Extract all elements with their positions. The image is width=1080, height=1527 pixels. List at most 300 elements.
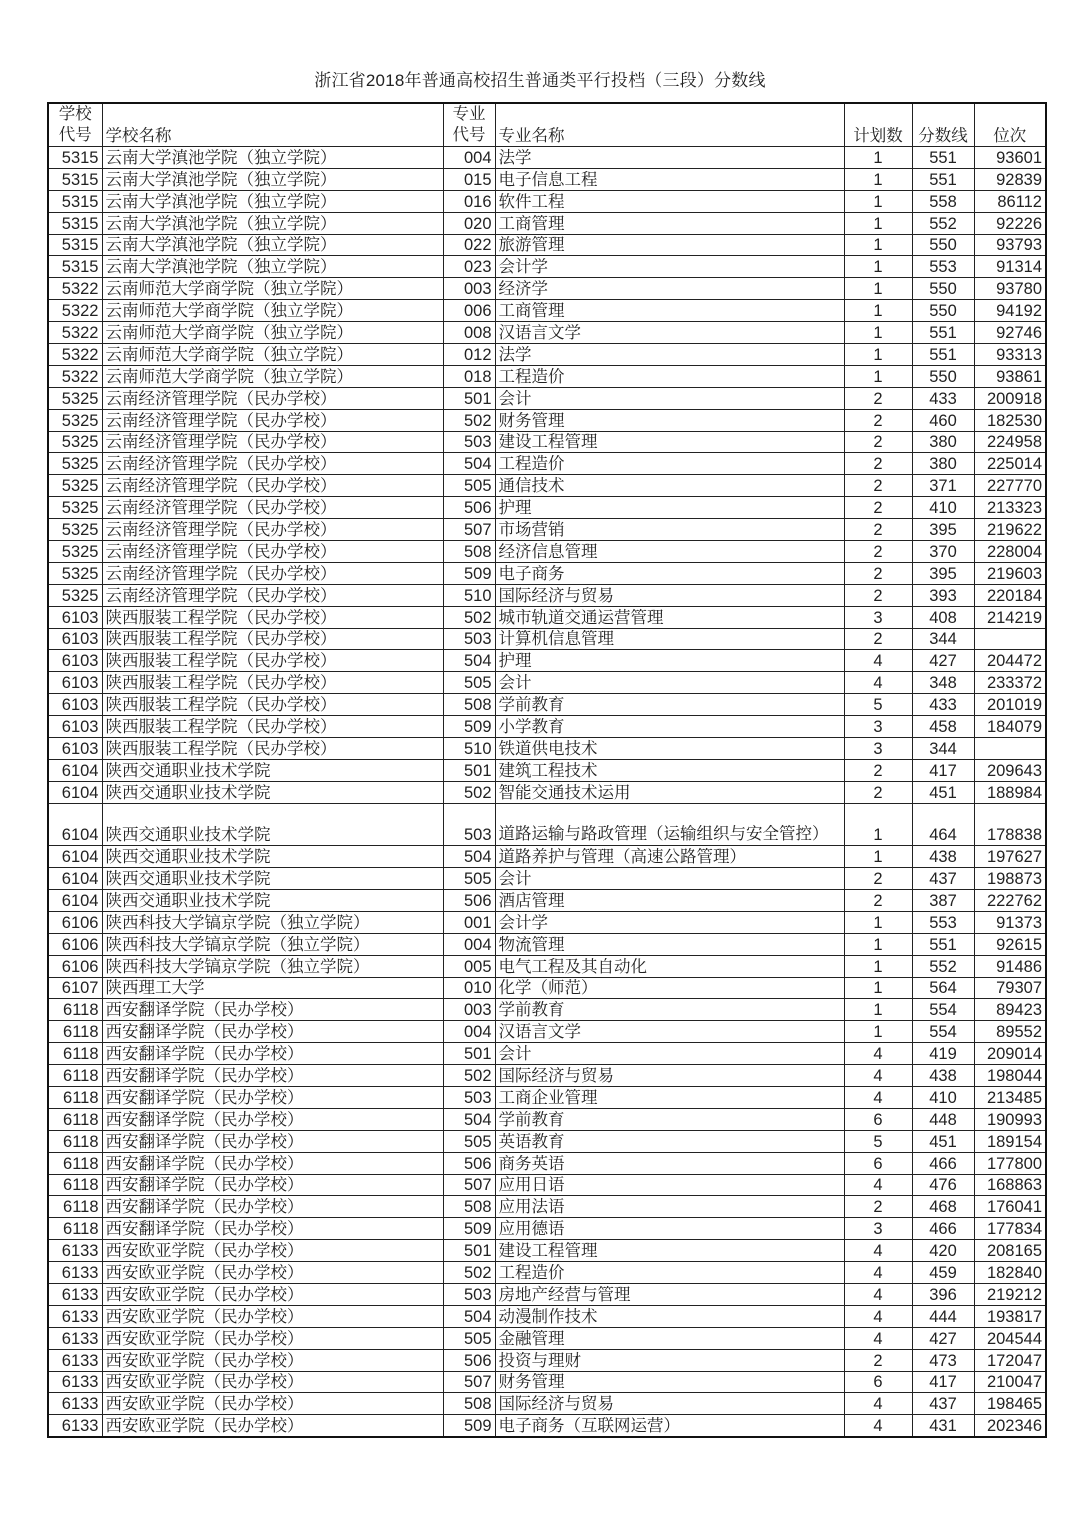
school-code-cell: 6118 (48, 999, 102, 1021)
school-code-cell: 6118 (48, 1152, 102, 1174)
major-code-cell: 509 (443, 1415, 495, 1437)
rank-cell: 178838 (974, 803, 1046, 846)
score-cell: 551 (912, 168, 974, 190)
school-name-cell: 云南大学滇池学院（独立学院） (102, 190, 443, 212)
major-name-cell: 酒店管理 (495, 890, 844, 912)
school-name-cell: 云南经济管理学院（民办学校） (102, 562, 443, 584)
header-score: 分数线 (912, 103, 974, 147)
school-code-cell: 5315 (48, 190, 102, 212)
school-code-cell: 6133 (48, 1240, 102, 1262)
table-row (48, 716, 1046, 738)
school-name-cell: 陕西交通职业技术学院 (102, 846, 443, 868)
major-code-cell: 506 (443, 890, 495, 912)
table-row (48, 803, 1046, 846)
table-row (48, 846, 1046, 868)
major-name-cell: 电子商务 (495, 562, 844, 584)
school-code-cell: 6133 (48, 1349, 102, 1371)
major-name-cell: 小学教育 (495, 716, 844, 738)
table-row (48, 933, 1046, 955)
major-name-cell: 市场营销 (495, 519, 844, 541)
table-row (48, 999, 1046, 1021)
school-code-cell: 5325 (48, 584, 102, 606)
header-school-name: 学校名称 (102, 103, 443, 147)
plan-cell: 6 (844, 1371, 912, 1393)
major-name-cell: 工程造价 (495, 1262, 844, 1284)
major-name-cell: 国际经济与贸易 (495, 584, 844, 606)
rank-cell: 177834 (974, 1218, 1046, 1240)
score-cell: 427 (912, 650, 974, 672)
school-code-cell: 5325 (48, 431, 102, 453)
score-cell: 553 (912, 256, 974, 278)
major-name-cell: 工商管理 (495, 212, 844, 234)
major-code-cell: 008 (443, 322, 495, 344)
major-code-cell: 504 (443, 453, 495, 475)
major-code-cell: 502 (443, 1065, 495, 1087)
major-code-cell: 503 (443, 431, 495, 453)
school-name-cell: 陕西服装工程学院（民办学校） (102, 672, 443, 694)
major-code-cell: 005 (443, 955, 495, 977)
major-code-cell: 507 (443, 1174, 495, 1196)
table-row (48, 1196, 1046, 1218)
table-row (48, 168, 1046, 190)
major-name-cell: 建设工程管理 (495, 1240, 844, 1262)
school-name-cell: 陕西科技大学镐京学院（独立学院） (102, 911, 443, 933)
rank-cell: 92746 (974, 322, 1046, 344)
major-name-cell: 会计学 (495, 911, 844, 933)
header-school-code-line1: 学校 (58, 105, 92, 123)
school-code-cell: 5325 (48, 453, 102, 475)
major-name-cell: 金融管理 (495, 1327, 844, 1349)
school-code-cell: 5325 (48, 409, 102, 431)
score-cell: 460 (912, 409, 974, 431)
school-code-cell: 5315 (48, 168, 102, 190)
major-name-cell: 物流管理 (495, 933, 844, 955)
rank-cell: 233372 (974, 672, 1046, 694)
major-code-cell: 505 (443, 672, 495, 694)
score-cell: 448 (912, 1108, 974, 1130)
school-code-cell: 6118 (48, 1174, 102, 1196)
school-name-cell: 陕西服装工程学院（民办学校） (102, 650, 443, 672)
major-code-cell: 015 (443, 168, 495, 190)
school-code-cell: 6118 (48, 1043, 102, 1065)
score-cell: 433 (912, 694, 974, 716)
table-row (48, 1152, 1046, 1174)
score-cell: 550 (912, 300, 974, 322)
school-name-cell: 西安翻译学院（民办学校） (102, 1196, 443, 1218)
table-row (48, 300, 1046, 322)
school-code-cell: 6107 (48, 977, 102, 999)
school-code-cell: 5325 (48, 519, 102, 541)
rank-cell: 91314 (974, 256, 1046, 278)
school-code-cell: 6118 (48, 1196, 102, 1218)
score-cell: 380 (912, 431, 974, 453)
major-code-cell: 502 (443, 606, 495, 628)
rank-cell: 182530 (974, 409, 1046, 431)
school-name-cell: 西安欧亚学院（民办学校） (102, 1284, 443, 1306)
plan-cell: 2 (844, 781, 912, 803)
major-name-cell: 学前教育 (495, 694, 844, 716)
major-code-cell: 501 (443, 1240, 495, 1262)
table-body (48, 147, 1046, 1438)
plan-cell: 3 (844, 606, 912, 628)
major-name-cell: 工商企业管理 (495, 1087, 844, 1109)
school-code-cell: 5322 (48, 278, 102, 300)
score-cell: 551 (912, 322, 974, 344)
rank-cell: 219603 (974, 562, 1046, 584)
major-name-cell: 动漫制作技术 (495, 1305, 844, 1327)
table-row (48, 234, 1046, 256)
plan-cell: 2 (844, 541, 912, 563)
plan-cell: 4 (844, 1240, 912, 1262)
school-name-cell: 西安欧亚学院（民办学校） (102, 1371, 443, 1393)
major-code-cell: 508 (443, 1196, 495, 1218)
rank-cell: 228004 (974, 541, 1046, 563)
score-cell: 433 (912, 387, 974, 409)
major-code-cell: 502 (443, 781, 495, 803)
score-cell: 451 (912, 781, 974, 803)
table-row (48, 781, 1046, 803)
school-name-cell: 西安翻译学院（民办学校） (102, 1021, 443, 1043)
score-cell: 396 (912, 1284, 974, 1306)
school-name-cell: 西安翻译学院（民办学校） (102, 1065, 443, 1087)
rank-cell: 220184 (974, 584, 1046, 606)
major-code-cell: 503 (443, 1087, 495, 1109)
score-cell: 370 (912, 541, 974, 563)
school-code-cell: 6103 (48, 716, 102, 738)
school-code-cell: 6103 (48, 606, 102, 628)
score-cell: 551 (912, 344, 974, 366)
header-major-code-line2: 代号 (452, 126, 486, 144)
plan-cell: 4 (844, 1284, 912, 1306)
table-row (48, 1174, 1046, 1196)
rank-cell: 177800 (974, 1152, 1046, 1174)
header-major-code-line1: 专业 (452, 105, 486, 123)
school-name-cell: 云南大学滇池学院（独立学院） (102, 256, 443, 278)
table-row (48, 1371, 1046, 1393)
score-cell: 431 (912, 1415, 974, 1437)
major-name-cell: 道路运输与路政管理（运输组织与安全管控） (495, 803, 844, 846)
rank-cell: 197627 (974, 846, 1046, 868)
major-code-cell: 503 (443, 803, 495, 846)
rank-cell: 209643 (974, 759, 1046, 781)
school-code-cell: 6104 (48, 868, 102, 890)
plan-cell: 1 (844, 911, 912, 933)
school-name-cell: 陕西理工大学 (102, 977, 443, 999)
rank-cell: 202346 (974, 1415, 1046, 1437)
plan-cell: 1 (844, 190, 912, 212)
rank-cell: 209014 (974, 1043, 1046, 1065)
table-row (48, 190, 1046, 212)
table-row (48, 694, 1046, 716)
table-row (48, 606, 1046, 628)
school-name-cell: 云南经济管理学院（民办学校） (102, 475, 443, 497)
table-row (48, 977, 1046, 999)
table-row (48, 147, 1046, 169)
school-code-cell: 6104 (48, 759, 102, 781)
rank-cell: 93601 (974, 147, 1046, 169)
score-cell: 410 (912, 1087, 974, 1109)
major-name-cell: 应用德语 (495, 1218, 844, 1240)
plan-cell: 4 (844, 1262, 912, 1284)
table-row (48, 541, 1046, 563)
rank-cell: 190993 (974, 1108, 1046, 1130)
rank-cell: 198873 (974, 868, 1046, 890)
table-row (48, 1043, 1046, 1065)
plan-cell: 4 (844, 1174, 912, 1196)
major-code-cell: 004 (443, 1021, 495, 1043)
school-code-cell: 6118 (48, 1087, 102, 1109)
school-code-cell: 6133 (48, 1262, 102, 1284)
rank-cell: 219212 (974, 1284, 1046, 1306)
major-code-cell: 003 (443, 278, 495, 300)
plan-cell: 2 (844, 409, 912, 431)
plan-cell: 4 (844, 1043, 912, 1065)
header-school-code-line2: 代号 (58, 126, 92, 144)
plan-cell: 4 (844, 1415, 912, 1437)
table-row (48, 365, 1046, 387)
school-code-cell: 6106 (48, 933, 102, 955)
major-name-cell: 道路养护与管理（高速公路管理） (495, 846, 844, 868)
major-code-cell: 504 (443, 650, 495, 672)
table-row (48, 1021, 1046, 1043)
school-code-cell: 5322 (48, 322, 102, 344)
school-name-cell: 云南经济管理学院（民办学校） (102, 541, 443, 563)
major-code-cell: 501 (443, 387, 495, 409)
major-name-cell: 房地产经营与管理 (495, 1284, 844, 1306)
score-cell: 444 (912, 1305, 974, 1327)
score-cell: 393 (912, 584, 974, 606)
school-name-cell: 西安欧亚学院（民办学校） (102, 1262, 443, 1284)
table-row (48, 868, 1046, 890)
major-name-cell: 化学（师范） (495, 977, 844, 999)
rank-cell: 188984 (974, 781, 1046, 803)
score-cell: 344 (912, 628, 974, 650)
document-title: 浙江省2018年普通高校招生普通类平行投档（三段）分数线 (314, 71, 766, 90)
plan-cell: 4 (844, 1065, 912, 1087)
major-code-cell: 507 (443, 519, 495, 541)
school-code-cell: 6133 (48, 1371, 102, 1393)
school-name-cell: 陕西交通职业技术学院 (102, 803, 443, 846)
school-code-cell: 6118 (48, 1108, 102, 1130)
school-name-cell: 云南师范大学商学院（独立学院） (102, 365, 443, 387)
school-name-cell: 西安翻译学院（民办学校） (102, 1043, 443, 1065)
school-name-cell: 西安翻译学院（民办学校） (102, 1130, 443, 1152)
table-row (48, 911, 1046, 933)
major-name-cell: 应用日语 (495, 1174, 844, 1196)
major-name-cell: 应用法语 (495, 1196, 844, 1218)
major-code-cell: 012 (443, 344, 495, 366)
score-cell: 371 (912, 475, 974, 497)
plan-cell: 1 (844, 168, 912, 190)
plan-cell: 5 (844, 1130, 912, 1152)
major-name-cell: 城市轨道交通运营管理 (495, 606, 844, 628)
plan-cell: 3 (844, 738, 912, 760)
plan-cell: 2 (844, 475, 912, 497)
table-row (48, 431, 1046, 453)
plan-cell: 1 (844, 278, 912, 300)
major-code-cell: 510 (443, 584, 495, 606)
score-cell: 553 (912, 911, 974, 933)
score-cell: 427 (912, 1327, 974, 1349)
major-code-cell: 510 (443, 738, 495, 760)
school-name-cell: 云南大学滇池学院（独立学院） (102, 147, 443, 169)
score-cell: 551 (912, 147, 974, 169)
score-cell: 437 (912, 868, 974, 890)
major-code-cell: 502 (443, 1262, 495, 1284)
school-code-cell: 6118 (48, 1130, 102, 1152)
school-name-cell: 陕西交通职业技术学院 (102, 868, 443, 890)
score-cell: 408 (912, 606, 974, 628)
table-row (48, 278, 1046, 300)
plan-cell: 6 (844, 1108, 912, 1130)
school-code-cell: 5325 (48, 562, 102, 584)
table-row (48, 628, 1046, 650)
major-name-cell: 法学 (495, 147, 844, 169)
header-rank: 位次 (974, 103, 1046, 147)
school-code-cell: 5315 (48, 234, 102, 256)
school-name-cell: 陕西服装工程学院（民办学校） (102, 606, 443, 628)
plan-cell: 2 (844, 519, 912, 541)
major-name-cell: 法学 (495, 344, 844, 366)
school-code-cell: 6104 (48, 781, 102, 803)
rank-cell: 91486 (974, 955, 1046, 977)
school-name-cell: 陕西交通职业技术学院 (102, 759, 443, 781)
score-cell: 438 (912, 1065, 974, 1087)
plan-cell: 1 (844, 212, 912, 234)
score-cell: 410 (912, 497, 974, 519)
score-cell: 558 (912, 190, 974, 212)
table-row (48, 1240, 1046, 1262)
score-cell: 466 (912, 1218, 974, 1240)
major-name-cell: 财务管理 (495, 1371, 844, 1393)
school-code-cell: 5315 (48, 256, 102, 278)
plan-cell: 5 (844, 694, 912, 716)
school-name-cell: 云南师范大学商学院（独立学院） (102, 322, 443, 344)
school-name-cell: 西安欧亚学院（民办学校） (102, 1349, 443, 1371)
major-code-cell: 509 (443, 562, 495, 584)
major-name-cell: 软件工程 (495, 190, 844, 212)
rank-cell: 93793 (974, 234, 1046, 256)
major-code-cell: 508 (443, 541, 495, 563)
table-row (48, 1262, 1046, 1284)
major-name-cell: 会计 (495, 868, 844, 890)
plan-cell: 1 (844, 955, 912, 977)
score-cell: 564 (912, 977, 974, 999)
score-cell: 473 (912, 1349, 974, 1371)
school-name-cell: 云南大学滇池学院（独立学院） (102, 234, 443, 256)
table-row (48, 1349, 1046, 1371)
plan-cell: 2 (844, 562, 912, 584)
rank-cell: 182840 (974, 1262, 1046, 1284)
score-cell: 466 (912, 1152, 974, 1174)
major-code-cell: 502 (443, 409, 495, 431)
plan-cell: 4 (844, 672, 912, 694)
major-name-cell: 汉语言文学 (495, 322, 844, 344)
school-name-cell: 陕西科技大学镐京学院（独立学院） (102, 955, 443, 977)
major-code-cell: 506 (443, 1349, 495, 1371)
major-code-cell: 506 (443, 1152, 495, 1174)
rank-cell: 224958 (974, 431, 1046, 453)
major-name-cell: 会计 (495, 672, 844, 694)
school-name-cell: 西安翻译学院（民办学校） (102, 1108, 443, 1130)
school-code-cell: 6103 (48, 672, 102, 694)
table-row (48, 1218, 1046, 1240)
table-row (48, 955, 1046, 977)
major-name-cell: 汉语言文学 (495, 1021, 844, 1043)
plan-cell: 1 (844, 300, 912, 322)
school-name-cell: 云南经济管理学院（民办学校） (102, 584, 443, 606)
school-name-cell: 陕西服装工程学院（民办学校） (102, 716, 443, 738)
major-name-cell: 商务英语 (495, 1152, 844, 1174)
major-code-cell: 016 (443, 190, 495, 212)
rank-cell: 189154 (974, 1130, 1046, 1152)
score-cell: 554 (912, 1021, 974, 1043)
plan-cell: 2 (844, 431, 912, 453)
school-code-cell: 6104 (48, 803, 102, 846)
score-cell: 552 (912, 212, 974, 234)
score-cell: 417 (912, 1371, 974, 1393)
major-name-cell: 工程造价 (495, 365, 844, 387)
rank-cell: 210047 (974, 1371, 1046, 1393)
major-code-cell: 018 (443, 365, 495, 387)
school-name-cell: 陕西服装工程学院（民办学校） (102, 628, 443, 650)
major-code-cell: 506 (443, 497, 495, 519)
major-code-cell: 004 (443, 147, 495, 169)
rank-cell: 89552 (974, 1021, 1046, 1043)
rank-cell: 92839 (974, 168, 1046, 190)
plan-cell: 2 (844, 453, 912, 475)
major-code-cell: 505 (443, 1327, 495, 1349)
school-name-cell: 西安欧亚学院（民办学校） (102, 1240, 443, 1262)
score-cell: 437 (912, 1393, 974, 1415)
rank-cell (974, 738, 1046, 760)
table-row (48, 322, 1046, 344)
plan-cell: 1 (844, 977, 912, 999)
rank-cell: 176041 (974, 1196, 1046, 1218)
rank-cell: 91373 (974, 911, 1046, 933)
major-name-cell: 建设工程管理 (495, 431, 844, 453)
table-row (48, 650, 1046, 672)
plan-cell: 2 (844, 1196, 912, 1218)
score-cell: 419 (912, 1043, 974, 1065)
school-code-cell: 6104 (48, 846, 102, 868)
plan-cell: 4 (844, 1393, 912, 1415)
rank-cell: 213323 (974, 497, 1046, 519)
school-code-cell: 5325 (48, 541, 102, 563)
plan-cell: 4 (844, 1087, 912, 1109)
school-code-cell: 6103 (48, 738, 102, 760)
plan-cell: 4 (844, 1305, 912, 1327)
school-name-cell: 云南经济管理学院（民办学校） (102, 409, 443, 431)
major-name-cell: 学前教育 (495, 1108, 844, 1130)
table-row (48, 1284, 1046, 1306)
major-name-cell: 电子商务（互联网运营） (495, 1415, 844, 1437)
rank-cell: 92615 (974, 933, 1046, 955)
rank-cell: 86112 (974, 190, 1046, 212)
score-cell: 468 (912, 1196, 974, 1218)
plan-cell: 4 (844, 650, 912, 672)
major-code-cell: 022 (443, 234, 495, 256)
score-cell: 458 (912, 716, 974, 738)
school-code-cell: 5315 (48, 212, 102, 234)
major-code-cell: 505 (443, 868, 495, 890)
major-code-cell: 501 (443, 1043, 495, 1065)
school-name-cell: 西安翻译学院（民办学校） (102, 1174, 443, 1196)
school-code-cell: 6118 (48, 1021, 102, 1043)
rank-cell: 193817 (974, 1305, 1046, 1327)
school-code-cell: 6118 (48, 1218, 102, 1240)
school-code-cell: 5325 (48, 475, 102, 497)
